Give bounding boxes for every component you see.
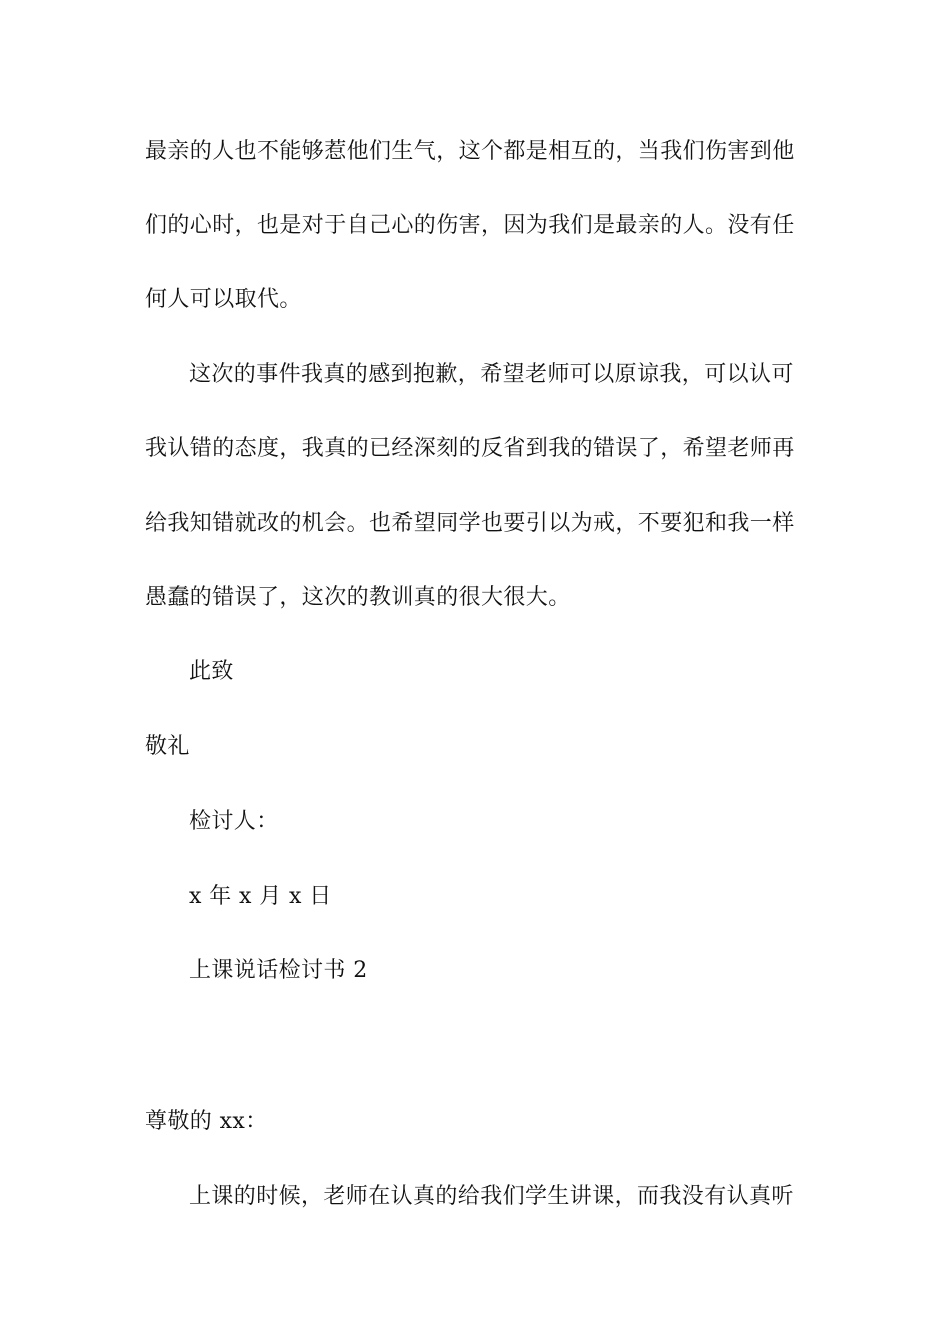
paragraph-line: 何人可以取代。 [145, 287, 302, 312]
signature-label: 检讨人： [189, 809, 279, 834]
paragraph-line: 们的心时，也是对于自己心的伤害，因为我们是最亲的人。没有任 [145, 213, 795, 238]
paragraph-line: 愚蠢的错误了，这次的教训真的很大很大。 [145, 585, 571, 610]
greeting-line: 尊敬的 xx： [145, 1109, 268, 1134]
paragraph-line: 最亲的人也不能够惹他们生气，这个都是相互的，当我们伤害到他 [145, 139, 795, 164]
closing-salutation: 此致 [189, 659, 234, 684]
paragraph-line: 这次的事件我真的感到抱歉，希望老师可以原谅我，可以认可 [189, 362, 794, 387]
closing-regards: 敬礼 [145, 734, 190, 759]
date-line: x 年 x 月 x 日 [189, 884, 332, 909]
section-title: 上课说话检讨书 2 [189, 958, 368, 983]
paragraph-line: 我认错的态度，我真的已经深刻的反省到我的错误了，希望老师再 [145, 436, 795, 461]
paragraph-line: 给我知错就改的机会。也希望同学也要引以为戒，不要犯和我一样 [145, 511, 795, 536]
paragraph-line: 上课的时候，老师在认真的给我们学生讲课，而我没有认真听 [189, 1184, 794, 1209]
